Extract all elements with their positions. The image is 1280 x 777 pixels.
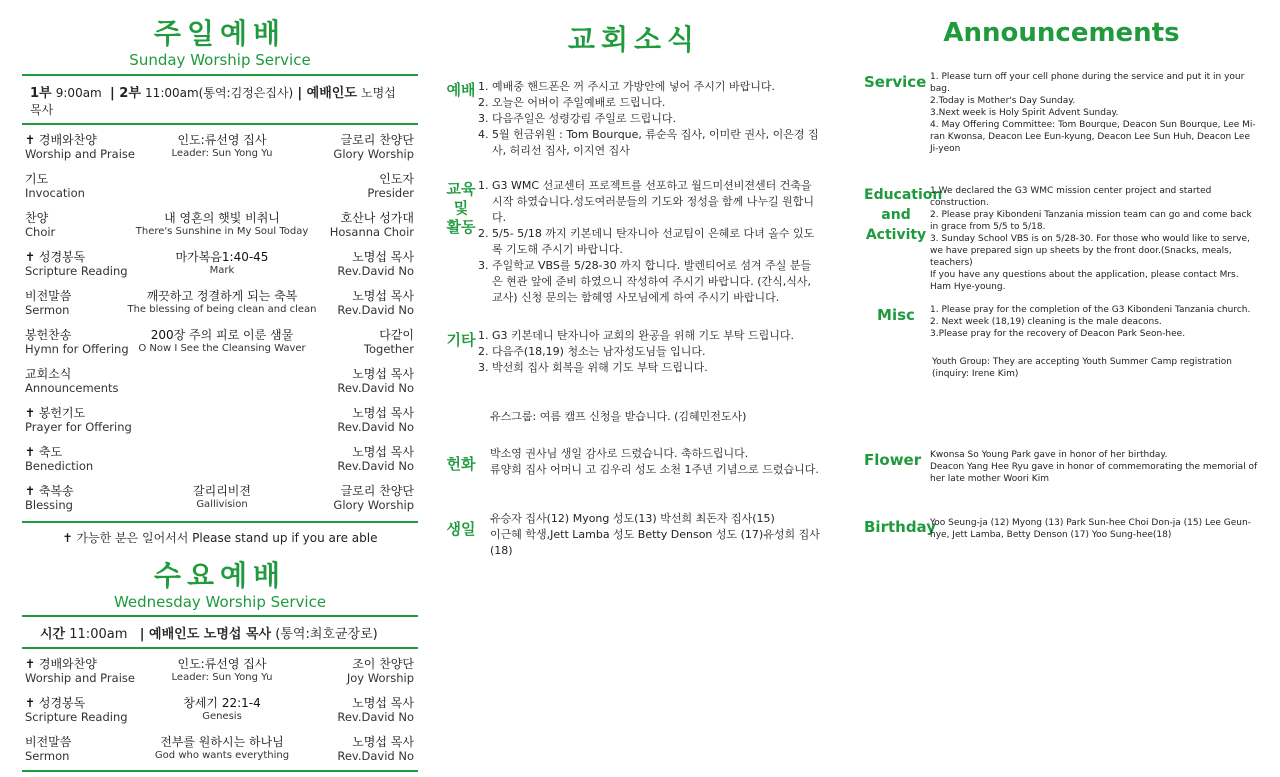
order-detail-en: Leader: Sun Yong Yu bbox=[171, 672, 273, 683]
order-detail-ko: 내 영혼의 햇빛 비취니 bbox=[164, 211, 280, 225]
wednesday-times bbox=[22, 617, 418, 647]
sunday-order-list bbox=[22, 133, 418, 523]
order-leader-en: Rev.David No bbox=[337, 420, 414, 434]
order-leader bbox=[337, 289, 414, 317]
order-item bbox=[25, 696, 128, 724]
order-row bbox=[22, 250, 418, 289]
order-row bbox=[22, 657, 418, 696]
order-item bbox=[25, 367, 119, 395]
birthday-line: 유승자 집사(12) Myong 성도(13) 박선희 최돈자 집사(15) bbox=[490, 512, 775, 525]
order-leader-ko: 노명섭 목사 bbox=[352, 250, 414, 264]
order-leader-ko: 노명섭 목사 bbox=[352, 406, 414, 420]
order-item-en: Prayer for Offering bbox=[25, 420, 132, 434]
order-item bbox=[25, 657, 135, 685]
service-line: 1. Please turn off your cell phone during the service and put it in your bag. bbox=[930, 72, 1245, 94]
order-detail bbox=[122, 657, 322, 685]
order-item-ko: ✝ 경배와찬양 bbox=[25, 133, 97, 147]
order-detail-ko: 마가복음1:40-45 bbox=[175, 250, 269, 264]
order-leader-en: Together bbox=[363, 342, 414, 356]
order-detail bbox=[122, 735, 322, 763]
order-row bbox=[22, 696, 418, 735]
misc-line: 1. Please pray for the completion of the G3 Kibondeni Tanzania church. bbox=[930, 305, 1251, 315]
order-item bbox=[25, 133, 135, 161]
leader-label: | 예배인도 bbox=[297, 86, 357, 101]
education-list bbox=[930, 185, 1258, 293]
sunday-times bbox=[22, 76, 418, 123]
order-leader-ko: 조이 찬양단 bbox=[352, 657, 414, 671]
education-label-line: and bbox=[881, 207, 911, 223]
order-leader-en: Rev.David No bbox=[337, 749, 414, 763]
service-line: 3.Next week is Holy Spirit Advent Sunday. bbox=[930, 108, 1119, 118]
education-line: 1.We declared the G3 WMC mission center project and started construction. bbox=[930, 186, 1212, 208]
order-item-en: Choir bbox=[25, 225, 56, 239]
order-item-ko: 찬양 bbox=[25, 211, 49, 225]
order-detail-en: Mark bbox=[209, 265, 235, 276]
order-item bbox=[25, 250, 128, 278]
order-item bbox=[25, 484, 74, 512]
list-item: 2. 오늘은 어버이 주일예배로 드립니다. bbox=[492, 95, 819, 111]
order-leader-en: Presider bbox=[367, 186, 414, 200]
order-leader bbox=[337, 445, 414, 473]
edu-label-line: 교육 bbox=[446, 180, 476, 198]
order-leader-ko: 노명섭 목사 bbox=[352, 445, 414, 459]
worship-label: 예배 bbox=[446, 81, 476, 99]
order-leader bbox=[337, 367, 414, 395]
sunday-title: 주일예배 bbox=[153, 17, 287, 50]
divider bbox=[22, 123, 418, 125]
order-leader bbox=[330, 211, 414, 239]
order-item bbox=[25, 406, 132, 434]
service-line: 2.Today is Mother's Day Sunday. bbox=[930, 96, 1076, 106]
order-item-en: Worship and Praise bbox=[25, 147, 135, 161]
order-item-ko: 비전말씀 bbox=[25, 735, 72, 749]
etc-label: 기타 bbox=[446, 331, 476, 349]
flower-list bbox=[490, 446, 820, 478]
order-item-en: Blessing bbox=[25, 498, 73, 512]
order-detail bbox=[122, 484, 322, 512]
order-leader bbox=[337, 735, 414, 763]
misc-line: 2. Next week (18,19) cleaning is the male deacons. bbox=[930, 317, 1162, 327]
flower-list-en bbox=[930, 449, 1258, 485]
order-leader-ko: 노명섭 목사 bbox=[352, 289, 414, 303]
wednesday-interpreter: (통역:최호균장로) bbox=[275, 627, 378, 642]
order-item-en: Announcements bbox=[25, 381, 119, 395]
order-detail-ko: 인도:류선영 집사 bbox=[177, 133, 267, 147]
announcements-title: Announcements bbox=[943, 18, 1180, 48]
order-item-ko: 비전말씀 bbox=[25, 289, 72, 303]
education-label bbox=[864, 185, 943, 245]
order-detail-ko: 인도:류선영 집사 bbox=[177, 657, 267, 671]
order-detail-en: Genesis bbox=[202, 711, 242, 722]
order-leader bbox=[337, 696, 414, 724]
order-leader-en: Rev.David No bbox=[337, 710, 414, 724]
order-detail bbox=[122, 289, 322, 317]
order-leader bbox=[337, 250, 414, 278]
flower-line: 류양희 집사 어머니 고 김우리 성도 소천 1주년 기념으로 드렸습니다. bbox=[490, 463, 819, 476]
birthday-line: 이근혜 학생,Jett Lamba 성도 Betty Denson 성도 (17)유성희 집사(18) bbox=[490, 528, 820, 557]
order-item-en: Sermon bbox=[25, 749, 70, 763]
order-leader-en: Rev.David No bbox=[337, 303, 414, 317]
order-detail-ko: 깨끗하고 정결하게 되는 축복 bbox=[146, 289, 298, 303]
order-item bbox=[25, 211, 55, 239]
order-leader bbox=[333, 484, 414, 512]
list-item: 3. 박선희 집사 회복을 위해 기도 부탁 드립니다. bbox=[492, 360, 819, 376]
sunday-subtitle: Sunday Worship Service bbox=[129, 51, 311, 69]
order-leader bbox=[367, 172, 414, 200]
order-row bbox=[22, 211, 418, 250]
list-item: 3. 다음주일은 성령강림 주일로 드립니다. bbox=[492, 111, 819, 127]
order-detail-en: Gallivision bbox=[196, 499, 248, 510]
order-item bbox=[25, 172, 85, 200]
flower-label: 헌화 bbox=[446, 455, 476, 473]
order-leader-en: Rev.David No bbox=[337, 264, 414, 278]
edu-list bbox=[474, 178, 819, 306]
education-line: If you have any questions about the application, please contact Mrs. Ham Hye-young. bbox=[930, 270, 1239, 292]
flower-line-en: Deacon Yang Hee Ryu gave in honor of commemorating the memorial of her late mother Woori Kim bbox=[930, 462, 1258, 484]
order-row bbox=[22, 406, 418, 445]
order-item-ko: ✝ 경배와찬양 bbox=[25, 657, 97, 671]
wednesday-leader: | 예배인도 노명섭 목사 bbox=[139, 627, 272, 642]
order-detail-ko: 창세기 22:1-4 bbox=[183, 696, 261, 710]
wednesday-time: 11:00am bbox=[69, 627, 128, 642]
second-service-time: 11:00am(통역:김정은집사) bbox=[145, 86, 294, 100]
education-label-line: Activity bbox=[865, 227, 927, 243]
list-item: 2. 5/5- 5/18 까지 키본데니 탄자니아 선교팀이 은혜로 다녀 올수 있도록 기도해 주시기 바랍니다. bbox=[492, 226, 819, 258]
order-item-ko: 봉헌찬송 bbox=[25, 328, 72, 342]
misc-label: Misc bbox=[877, 306, 915, 324]
order-leader bbox=[364, 328, 414, 356]
order-item-ko: ✝ 봉헌기도 bbox=[25, 406, 86, 420]
news-title: 교회소식 bbox=[567, 23, 701, 56]
education-line: 3. Sunday School VBS is on 5/28-30. For those who would like to serve, we have prepared sign up sheets by the front door.(Snacks, meals, teachers) bbox=[930, 234, 1250, 268]
second-service-label: | 2부 bbox=[110, 86, 141, 101]
order-row bbox=[22, 367, 418, 406]
service-label: Service bbox=[864, 73, 927, 91]
youth-note: 유스그룹: 여름 캠프 신청을 받습니다. (김혜민전도사) bbox=[490, 410, 747, 423]
flower-label-en: Flower bbox=[864, 451, 922, 469]
service-line: 4. May Offering Committee: Tom Bourque, Deacon Sun Bourque, Lee Mi-ran Kwonsa, Deacon Lee Eun-kyung, Deacon Lee Sun Huh, Deacon Lee Ji-yeon bbox=[930, 120, 1256, 154]
order-item-en: Sermon bbox=[25, 303, 70, 317]
education-label-line: Education bbox=[864, 187, 943, 203]
birthday-label: 생일 bbox=[446, 520, 476, 538]
order-detail bbox=[122, 250, 322, 278]
order-item bbox=[25, 445, 93, 473]
order-item-ko: ✝ 축복송 bbox=[25, 484, 74, 498]
order-leader-ko: 글로리 찬양단 bbox=[340, 484, 414, 498]
stand-note: ✝ 가능한 분은 일어서서 Please stand up if you are able bbox=[62, 531, 378, 545]
order-leader bbox=[333, 133, 414, 161]
edu-label-line: 및 bbox=[453, 199, 469, 217]
time-label: 시간 bbox=[40, 627, 66, 642]
worship-column bbox=[22, 18, 418, 772]
order-leader-ko: 노명섭 목사 bbox=[352, 696, 414, 710]
order-leader-en: Joy Worship bbox=[346, 671, 414, 685]
order-leader bbox=[347, 657, 414, 685]
misc-list bbox=[930, 304, 1258, 340]
order-leader-ko: 다같이 bbox=[379, 328, 414, 342]
list-item: 2. 다음주(18,19) 청소는 남자성도님들 입니다. bbox=[492, 344, 819, 360]
order-leader bbox=[337, 406, 414, 434]
order-item-en: Invocation bbox=[25, 186, 85, 200]
order-detail-en: God who wants everything bbox=[154, 750, 290, 761]
worship-list bbox=[474, 79, 819, 159]
order-row bbox=[22, 289, 418, 328]
order-row bbox=[22, 445, 418, 484]
edu-label-line: 활동 bbox=[446, 218, 476, 236]
order-detail-ko: 200장 주의 피로 이룬 샘물 bbox=[150, 328, 294, 342]
order-leader-ko: 호산나 성가대 bbox=[340, 211, 414, 225]
order-leader-en: Hosanna Choir bbox=[329, 225, 414, 239]
list-item: 1. G3 WMC 선교센터 프로젝트를 선포하고 월드미션비젼센터 건축을 시작 하였습니다.성도여러분들의 기도와 정성을 함께 나누길 원합니다. bbox=[492, 178, 819, 226]
order-detail-ko: 전부를 원하시는 하나님 bbox=[160, 735, 284, 749]
birthday-list bbox=[490, 511, 820, 559]
birthday-list-en: Yoo Seung-ja (12) Myong (13) Park Sun-hee Choi Don-ja (15) Lee Geun-hye, Jett Lamba, Betty Denson (17) Yoo Sung-hee(18) bbox=[930, 518, 1251, 540]
order-item-en: Scripture Reading bbox=[25, 264, 128, 278]
leader-name: 노명섭 목사 bbox=[30, 86, 396, 117]
wednesday-subtitle: Wednesday Worship Service bbox=[113, 593, 327, 611]
order-leader-ko: 인도자 bbox=[379, 172, 414, 186]
order-item-en: Scripture Reading bbox=[25, 710, 128, 724]
order-leader-ko: 노명섭 목사 bbox=[352, 367, 414, 381]
edu-label bbox=[444, 180, 478, 237]
order-leader-en: Glory Worship bbox=[333, 147, 414, 161]
order-item-en: Hymn for Offering bbox=[25, 342, 129, 356]
order-detail-en: The blessing of being clean and clean bbox=[127, 304, 317, 315]
order-item-ko: ✝ 성경봉독 bbox=[25, 250, 86, 264]
list-item: 1. G3 키본데니 탄자니아 교회의 완공을 위해 기도 부탁 드립니다. bbox=[492, 328, 819, 344]
first-service-label: 1부 bbox=[30, 86, 52, 101]
order-detail bbox=[122, 133, 322, 161]
wednesday-title: 수요예배 bbox=[153, 559, 287, 592]
order-item-ko: ✝ 성경봉독 bbox=[25, 696, 86, 710]
wednesday-order-list bbox=[22, 657, 418, 774]
misc-line: 3.Please pray for the recovery of Deacon Park Seon-hee. bbox=[930, 329, 1186, 339]
order-leader-ko: 노명섭 목사 bbox=[352, 735, 414, 749]
list-item: 3. 주일학교 VBS를 5/28-30 까지 합니다. 발렌티어로 섬겨 주실 분들은 현관 앞에 준비 하였으니 작성하여 주시기 바랍니다. (간식,식사, 교사) 신청 문의는 함혜영 사모님에게 하여 주시기 바랍니다. bbox=[492, 258, 819, 306]
etc-list bbox=[474, 328, 819, 376]
order-row bbox=[22, 328, 418, 367]
order-item-ko: 기도 bbox=[25, 172, 49, 186]
order-row bbox=[22, 133, 418, 172]
order-item-en: Worship and Praise bbox=[25, 671, 135, 685]
first-service-time: 9:00am bbox=[55, 86, 102, 100]
divider bbox=[22, 647, 418, 649]
order-detail-en: There's Sunshine in My Soul Today bbox=[135, 226, 309, 237]
order-item bbox=[25, 328, 129, 356]
order-leader-ko: 글로리 찬양단 bbox=[340, 133, 414, 147]
list-item: 4. 5월 헌금위원 : Tom Bourque, 류순옥 집사, 이미란 권사, 이은경 집사, 허리선 집사, 이지연 집사 bbox=[492, 127, 819, 159]
list-item: 1. 예배중 핸드폰은 꺼 주시고 가방안에 넣어 주시기 바랍니다. bbox=[492, 79, 819, 95]
order-item-ko: ✝ 축도 bbox=[25, 445, 63, 459]
education-line: 2. Please pray Kibondeni Tanzania mission team can go and come back in grace from 5/5 to 5/18. bbox=[930, 210, 1252, 232]
order-item-en: Benediction bbox=[25, 459, 94, 473]
service-list bbox=[930, 71, 1258, 155]
order-detail-ko: 갈리리비젼 bbox=[193, 484, 251, 498]
order-detail-en: O Now I See the Cleansing Waver bbox=[138, 343, 306, 354]
birthday-label-en: Birthday bbox=[864, 518, 936, 536]
order-row bbox=[22, 172, 418, 211]
order-leader-en: Rev.David No bbox=[337, 459, 414, 473]
order-leader-en: Glory Worship bbox=[333, 498, 414, 512]
order-detail bbox=[122, 211, 322, 239]
order-row bbox=[22, 484, 418, 523]
order-detail bbox=[122, 328, 322, 356]
flower-line-en: Kwonsa So Young Park gave in honor of her birthday. bbox=[930, 450, 1168, 460]
youth-note-en: Youth Group: They are accepting Youth Summer Camp registration (inquiry: Irene Kim) bbox=[932, 357, 1232, 379]
order-row bbox=[22, 735, 418, 774]
order-detail bbox=[122, 696, 322, 724]
order-item-ko: 교회소식 bbox=[25, 367, 72, 381]
order-item bbox=[25, 735, 71, 763]
order-detail-en: Leader: Sun Yong Yu bbox=[171, 148, 273, 159]
flower-line: 박소영 권사님 생일 감사로 드렸습니다. 축하드립니다. bbox=[490, 447, 749, 460]
order-item bbox=[25, 289, 71, 317]
order-leader-en: Rev.David No bbox=[337, 381, 414, 395]
